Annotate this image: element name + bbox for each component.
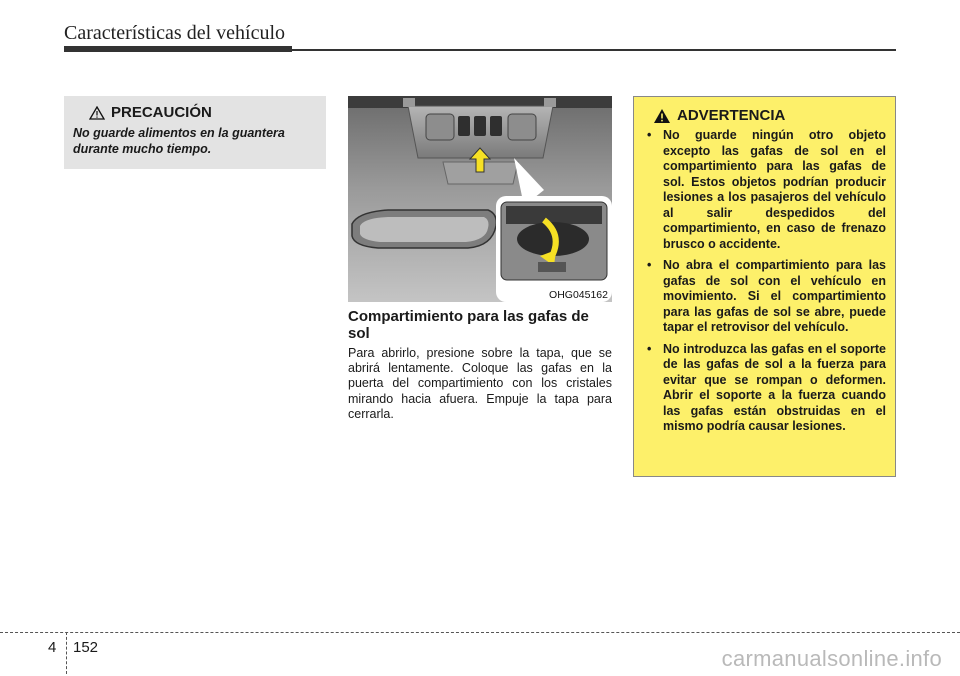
warning-box bbox=[633, 96, 896, 477]
warning-triangle-icon bbox=[89, 106, 105, 120]
caution-header bbox=[89, 104, 317, 121]
bullet: • bbox=[647, 258, 652, 272]
page-section-title: Características del vehículo bbox=[64, 22, 286, 44]
sunglass-holder-figure bbox=[348, 96, 612, 302]
warning-item-text: No abra el compartimiento para las gafas de sol con el vehículo en movimiento. Si el compartimiento para las gafas de sol se abre, puede tapar el retrovisor del vehículo. bbox=[663, 258, 886, 334]
overhead-console-illustration bbox=[348, 96, 612, 302]
warning-item bbox=[643, 258, 886, 336]
warning-title: ADVERTENCIA bbox=[677, 107, 786, 124]
figure-code: OHG045162 bbox=[549, 289, 608, 301]
caution-title: PRECAUCIÓN bbox=[111, 104, 212, 121]
caution-text: No guarde alimentos en la guantera durante mucho tiempo. bbox=[73, 126, 285, 156]
section-heading: Compartimiento para las gafas de sol bbox=[348, 308, 589, 342]
page-number: 152 bbox=[73, 639, 99, 656]
warning-header bbox=[653, 107, 886, 124]
bullet: • bbox=[647, 341, 652, 356]
header-rule bbox=[64, 49, 896, 51]
chapter-number: 4 bbox=[48, 639, 57, 656]
warning-item-text: No introduzca las gafas en el soporte de las gafas de sol a la fuerza para evitar que se rompan o deformen. Abrir el soporte a la fuerza cuando las gafas están obstruidas en el mismo podría causar lesiones. bbox=[663, 341, 886, 433]
footer-divider bbox=[66, 632, 67, 674]
watermark: carmanualsonline.info bbox=[721, 646, 942, 671]
warning-item bbox=[643, 128, 886, 252]
warning-triangle-filled-icon bbox=[653, 108, 671, 124]
warning-list bbox=[643, 128, 886, 435]
warning-item-text: No guarde ningún otro objeto excepto las gafas de sol en el compartimiento para las gafas de sol. Estos objetos podrían producir lesiones a los pasajeros del vehículo al salir despedidos del compartimiento, en caso de frenazo brusco o accidente. bbox=[663, 128, 886, 251]
section-body: Para abrirlo, presione sobre la tapa, que se abrirá lentamente. Coloque las gafas en la puerta del compartimiento con los cristales mirando hacia afuera. Empuje la tapa para cerrarla. bbox=[348, 346, 612, 421]
footer-rule bbox=[0, 632, 960, 633]
bullet: • bbox=[647, 128, 652, 142]
warning-item bbox=[643, 342, 886, 435]
caution-box bbox=[64, 96, 326, 169]
